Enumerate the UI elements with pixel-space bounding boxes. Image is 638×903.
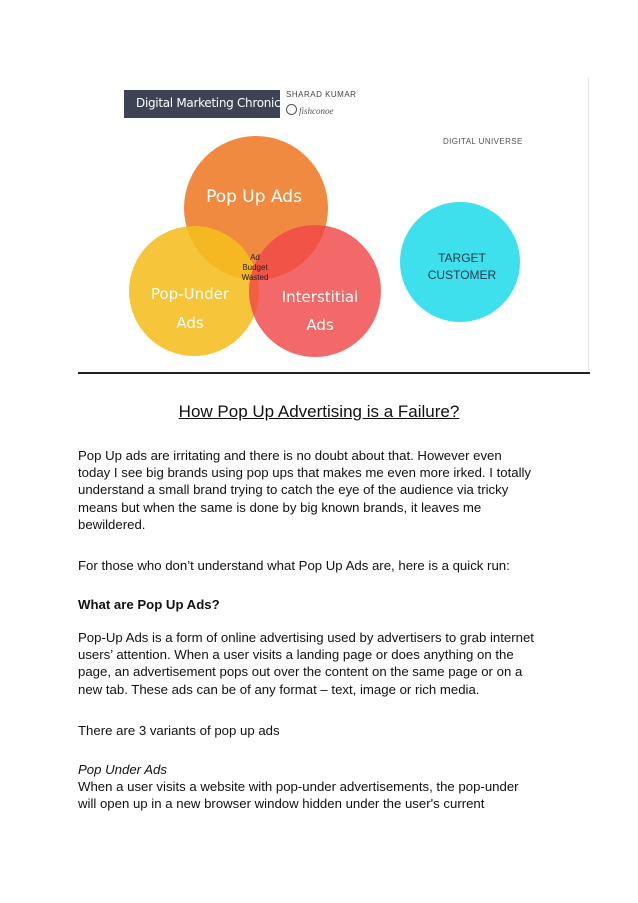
label-center-line3: Wasted <box>241 273 269 282</box>
popunder-paragraph <box>78 778 568 812</box>
label-interstitial-line1: Interstitial <box>281 288 359 306</box>
popunder-line: When a user visits a website with pop-under advertisements, the pop-under <box>78 779 519 794</box>
banner-title: Digital Marketing Chronicles <box>136 96 297 110</box>
section-heading-text: What are Pop Up Ads? <box>78 597 220 612</box>
quick-run-line: For those who don’t understand what Pop Up Ads are, here is a quick run: <box>78 558 510 573</box>
definition-line: Pop-Up Ads is a form of online advertising used by advertisers to grab internet <box>78 630 534 645</box>
variants-paragraph <box>78 722 568 739</box>
label-target-line2: CUSTOMER <box>427 268 497 282</box>
intro-line: means but when the same is done by big known brands, it leaves me <box>78 499 482 515</box>
subheading-text: Pop Under Ads <box>78 762 167 777</box>
variants-line: There are 3 variants of pop up ads <box>78 723 280 738</box>
article-title: How Pop Up Advertising is a Failure? <box>178 402 460 421</box>
intro-line: bewildered. <box>78 516 146 532</box>
intro-line: understand a small brand trying to catch the eye of the audience via tricky <box>78 482 509 498</box>
label-pop-up-ads: Pop Up Ads <box>206 187 302 207</box>
intro-line: Pop Up ads are irritating and there is no doubt about that. However even <box>78 448 502 463</box>
label-pop-under-line2: Ads <box>176 314 204 332</box>
subheading <box>78 761 568 778</box>
section-heading <box>78 596 568 613</box>
label-interstitial-line2: Ads <box>306 316 334 334</box>
definition-line: new tab. These ads can be of any format – text, image or rich media. <box>78 681 480 697</box>
horizontal-rule <box>78 372 590 374</box>
label-target-line1: TARGET <box>438 251 486 265</box>
popunder-line: will open up in a new browser window hidden under the user's current <box>78 796 485 812</box>
venn-diagram <box>0 0 638 380</box>
intro-paragraph <box>78 447 568 533</box>
label-pop-under-line1: Pop-Under <box>150 285 230 303</box>
banner-subtitle-text: fishconoe <box>299 106 334 116</box>
label-center-line1: Ad <box>250 253 260 262</box>
definition-line: page, an advertisement pops out over the content on the same page or on a <box>78 664 523 680</box>
intro-line: today I see big brands using pop ups that makes me even more irked. I totally <box>78 465 532 481</box>
definition-paragraph <box>78 629 568 698</box>
label-center-line2: Budget <box>242 263 268 272</box>
quick-run-paragraph <box>78 557 568 574</box>
digital-universe-label: DIGITAL UNIVERSE <box>443 137 523 146</box>
definition-line: users’ attention. When a user visits a landing page or does anything on the <box>78 647 514 663</box>
banner-author: SHARAD KUMAR <box>286 90 357 99</box>
